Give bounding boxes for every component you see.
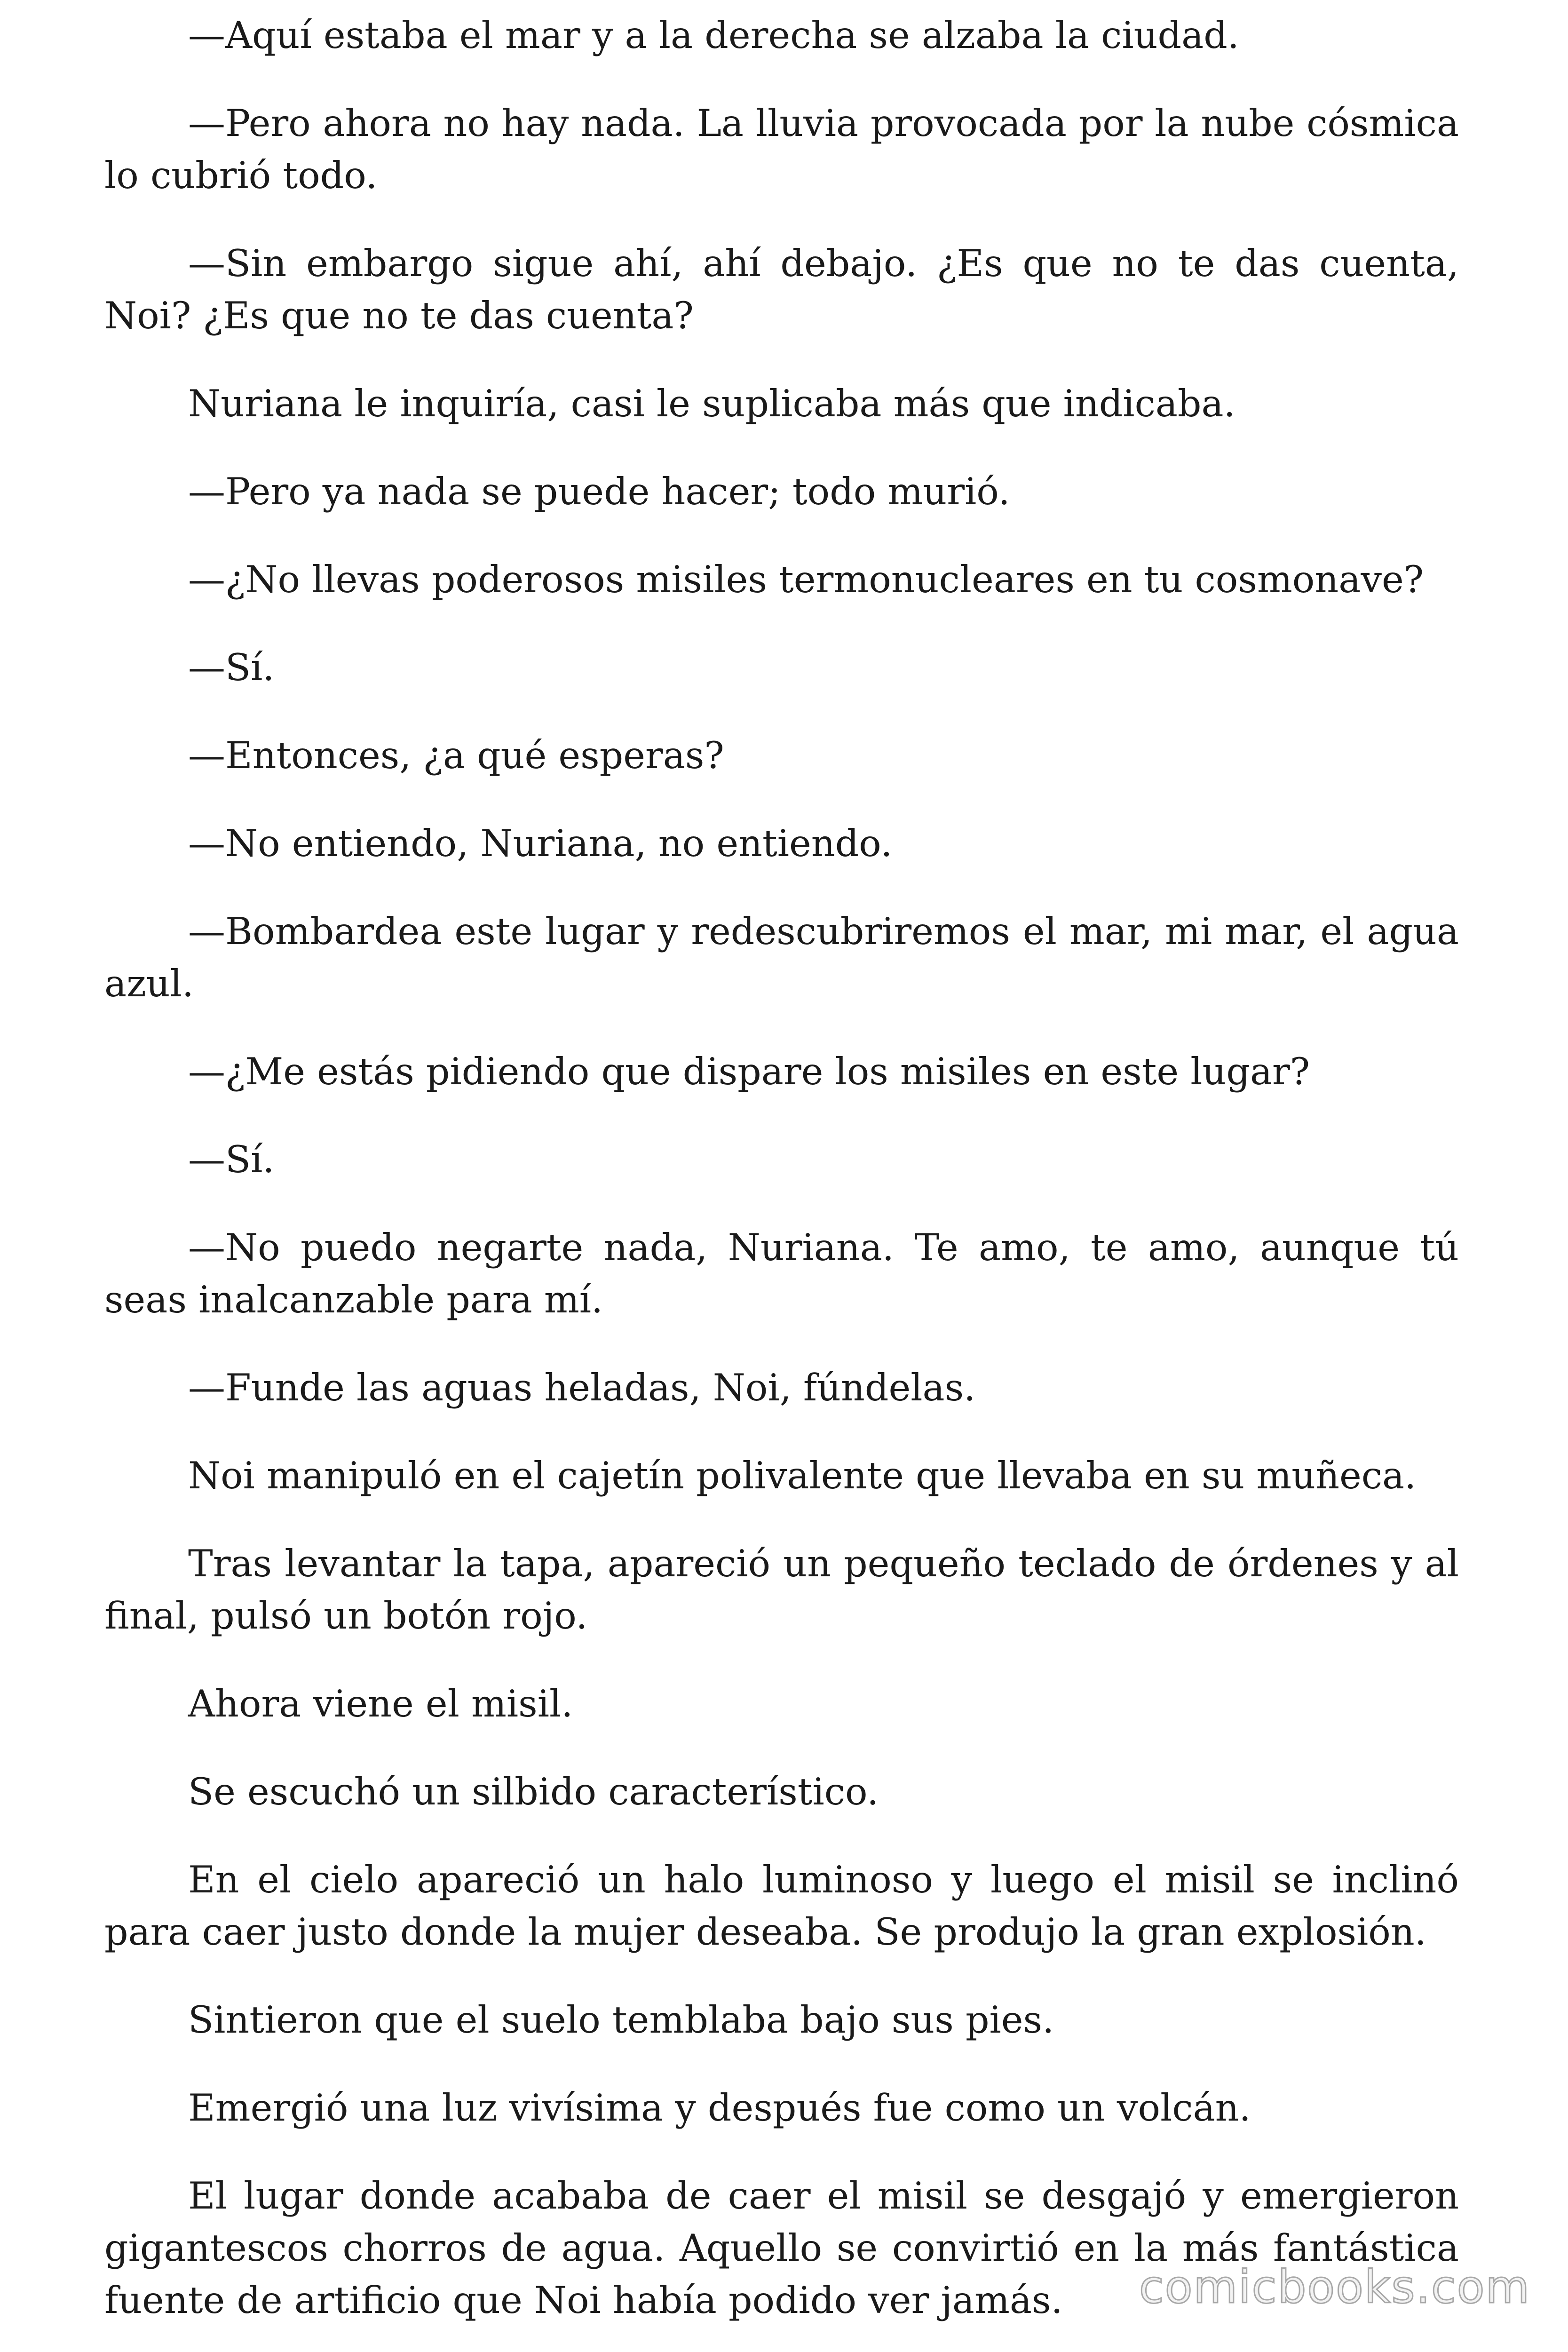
paragraph-18: Se escuchó un silbido característico. <box>188 1770 879 1813</box>
paragraph-21: Emergió una luz vivísima y después fue como un volcán. <box>188 2086 1251 2130</box>
paragraph-3: —Sin embargo sigue ahí, ahí debajo. ¿Es que no te das cuenta, Noi? ¿Es que no te das cuenta? <box>104 242 1459 337</box>
paragraph-16: Tras levantar la tapa, apareció un pequeño teclado de órdenes y al final, pulsó un botón rojo. <box>104 1542 1459 1637</box>
paragraph-14: —Funde las aguas heladas, Noi, fúndelas. <box>188 1366 976 1409</box>
paragraph-4: Nuriana le inquiría, casi le suplicaba más que indicaba. <box>188 382 1235 425</box>
paragraph-12: —Sí. <box>188 1138 275 1181</box>
paragraph-6: —¿No llevas poderosos misiles termonucleares en tu cosmonave? <box>188 558 1424 601</box>
paragraph-15: Noi manipuló en el cajetín polivalente que llevaba en su muñeca. <box>188 1454 1417 1497</box>
watermark: comicbooks.com <box>1139 2261 1530 2313</box>
paragraph-10: —Bombardea este lugar y redescubriremos el mar, mi mar, el agua azul. <box>104 910 1459 1005</box>
paragraph-11: —¿Me estás pidiendo que dispare los misiles en este lugar? <box>188 1050 1310 1093</box>
paragraph-8: —Entonces, ¿a qué esperas? <box>188 734 724 777</box>
paragraph-19: En el cielo apareció un halo luminoso y luego el misil se inclinó para caer justo donde la mujer deseaba. Se produjo la gran explosión. <box>104 1858 1459 1954</box>
body-text <box>104 9 1459 2352</box>
paragraph-20: Sintieron que el suelo temblaba bajo sus pies. <box>188 1998 1054 2042</box>
paragraph-22: El lugar donde acababa de caer el misil se desgajó y emergieron gigantescos chorros de agua. Aquello se convirtió en la más fantástica fuente de artificio que Noi había podido ver jamás. <box>104 2174 1459 2322</box>
paragraph-2: —Pero ahora no hay nada. La lluvia provocada por la nube cósmica lo cubrió todo. <box>104 102 1459 197</box>
paragraph-9: —No entiendo, Nuriana, no entiendo. <box>188 822 893 865</box>
paragraph-7: —Sí. <box>188 646 275 689</box>
paragraph-5: —Pero ya nada se puede hacer; todo murió. <box>188 470 1010 513</box>
paragraph-13: —No puedo negarte nada, Nuriana. Te amo, te amo, aunque tú seas inalcanzable para mí. <box>104 1226 1459 1321</box>
paragraph-1: —Aquí estaba el mar y a la derecha se alzaba la ciudad. <box>188 14 1239 57</box>
paragraph-17: Ahora viene el misil. <box>188 1682 573 1725</box>
